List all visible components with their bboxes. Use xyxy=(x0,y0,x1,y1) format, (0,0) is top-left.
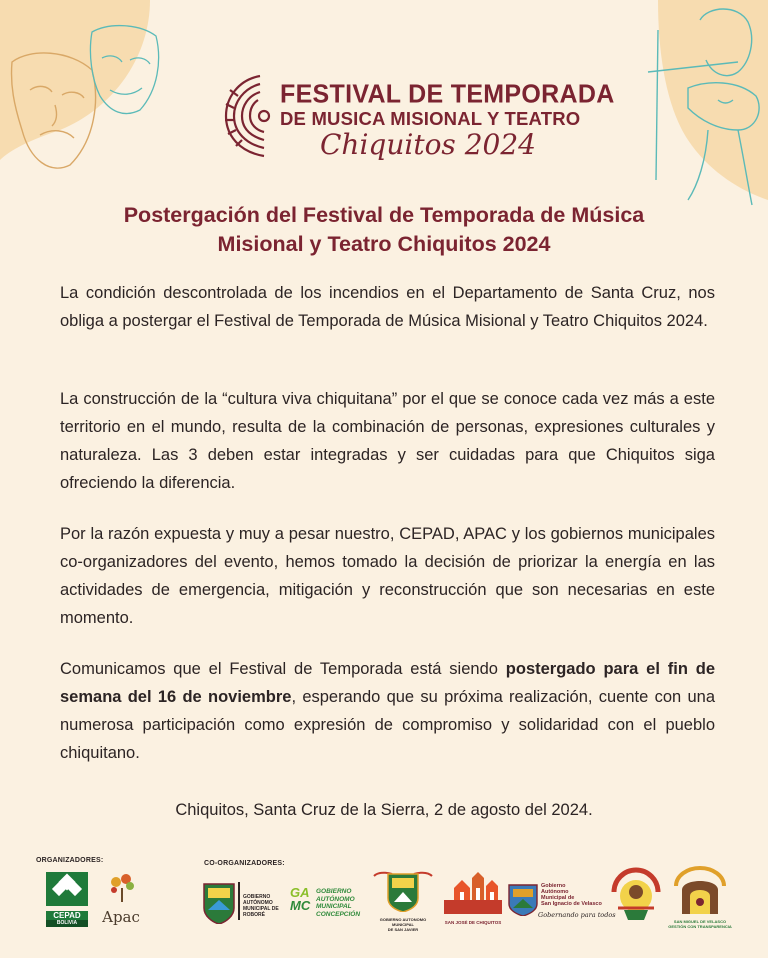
paragraph-3: Por la razón expuesta y muy a pesar nuestro, CEPAD, APAC y los gobiernos municipales co-organizadores del evento, hemos tomado la decisión de priorizar la energía en las actividades de emergencia, mitigación y reconstrucción que son necesarias en este momento. xyxy=(60,525,715,627)
organizers-label: ORGANIZADORES: xyxy=(36,857,104,864)
cepad-emblem-icon xyxy=(46,872,88,906)
robore-shield-icon xyxy=(202,880,236,924)
concepcion-mark xyxy=(290,886,310,912)
concepcion-line2: AUTÓNOMO xyxy=(316,895,355,903)
signoff-place-date: Chiquitos, Santa Cruz de la Sierra, 2 de agosto del 2024. xyxy=(175,801,593,819)
concepcion-mark-bottom: MC xyxy=(290,898,311,913)
headline-line1: Postergación del Festival de Temporada de Música xyxy=(123,203,645,227)
violinist-illustration xyxy=(588,0,768,210)
san-javier-line1: GOBIERNO AUTONOMO MUNICIPAL xyxy=(379,917,427,927)
municipal-seal-icon xyxy=(608,864,664,924)
concepcion-mark-top: GA xyxy=(290,885,310,900)
coorganizers-label: CO-ORGANIZADORES: xyxy=(204,860,285,867)
robore-line2: AUTÓNOMO xyxy=(243,900,273,906)
robore-line4: ROBORÉ xyxy=(243,912,265,918)
concepcion-logo xyxy=(290,886,370,922)
san-miguel-line2: GESTIÓN CON TRANSPARENCIA xyxy=(668,924,732,929)
cepad-country: BOLIVIA xyxy=(46,920,88,927)
baroque-ornament-icon xyxy=(220,70,276,160)
cepad-logo xyxy=(46,872,88,926)
festival-logo xyxy=(220,70,615,165)
san-javier-line2: DE SAN JAVIER xyxy=(387,927,419,932)
san-miguel-arch-icon xyxy=(666,864,734,914)
paragraph-4-text-start: Comunicamos que el Festival de Temporada está siendo xyxy=(60,660,506,678)
san-javier-crest-icon xyxy=(370,868,436,912)
san-ignacio-text xyxy=(541,883,602,907)
robore-line1: GOBIERNO xyxy=(243,894,271,900)
paragraph-4 xyxy=(60,655,715,767)
municipal-seal-logo xyxy=(608,864,664,924)
paragraph-2: La construcción de la “cultura viva chiquitana” por el que se conoce cada vez más a este territorio en el mundo, resulta de la combinación de personas, expresiones culturales y naturaleza. Las 3 deben estar integradas y ser cuidadas para que Chiquitos siga ofreciendo la diferencia. xyxy=(60,390,715,492)
robore-logo xyxy=(202,880,288,924)
san-jose-logo xyxy=(442,870,504,924)
san-jose-name: SAN JOSÉ DE CHIQUITOS xyxy=(444,920,502,925)
san-ignacio-line3: Municipal de xyxy=(541,895,575,901)
festival-title-line1: FESTIVAL DE TEMPORADA xyxy=(280,79,615,109)
concepcion-line4: CONCEPCIÓN xyxy=(316,910,361,918)
robore-divider xyxy=(238,882,240,920)
san-ignacio-slogan: Gobernando para todos xyxy=(538,911,616,919)
announcement-headline xyxy=(40,201,728,259)
concepcion-line1: GOBIERNO xyxy=(316,888,352,895)
cepad-name: CEPAD xyxy=(46,911,88,920)
san-ignacio-logo xyxy=(508,880,616,924)
san-ignacio-line4: San Ignacio de Velasco xyxy=(541,901,602,907)
san-ignacio-line2: Autónomo xyxy=(541,889,569,895)
san-ignacio-line1: Gobierno xyxy=(541,883,566,889)
robore-line3: MUNICIPAL DE xyxy=(243,906,279,912)
concepcion-text xyxy=(316,888,360,918)
robore-text xyxy=(243,894,279,918)
headline-line2: Misional y Teatro Chiquitos 2024 xyxy=(217,232,551,256)
paragraph-4-text-end: , esperando que su próxima realización, cuente con una numerosa participación como expresión de compromiso y solidaridad con el pueblo chiquitano. xyxy=(60,688,715,762)
apac-tree-icon xyxy=(102,872,142,904)
festival-title-line2: DE MUSICA MISIONAL Y TEATRO xyxy=(280,108,581,129)
san-miguel-line1: SAN MIGUEL DE VELASCO xyxy=(673,919,727,924)
san-miguel-logo xyxy=(666,864,734,929)
san-ignacio-shield-icon xyxy=(508,882,538,916)
san-jose-church-icon xyxy=(442,870,504,914)
paragraph-4-postponed-date: postergado para el fin de semana del 16 de noviembre xyxy=(60,660,715,706)
san-javier-text xyxy=(370,917,436,932)
festival-title-line3: Chiquitos 2024 xyxy=(320,128,536,161)
san-miguel-text xyxy=(666,919,734,929)
apac-name: Apac xyxy=(102,908,140,926)
concepcion-line3: MUNICIPAL xyxy=(316,903,352,910)
paragraph-1: La condición descontrolada de los incendios en el Departamento de Santa Cruz, nos obliga a postergar el Festival de Temporada de Música Misional y Teatro Chiquitos 2024. xyxy=(60,284,715,330)
san-javier-logo xyxy=(370,868,436,932)
apac-logo xyxy=(96,872,146,924)
